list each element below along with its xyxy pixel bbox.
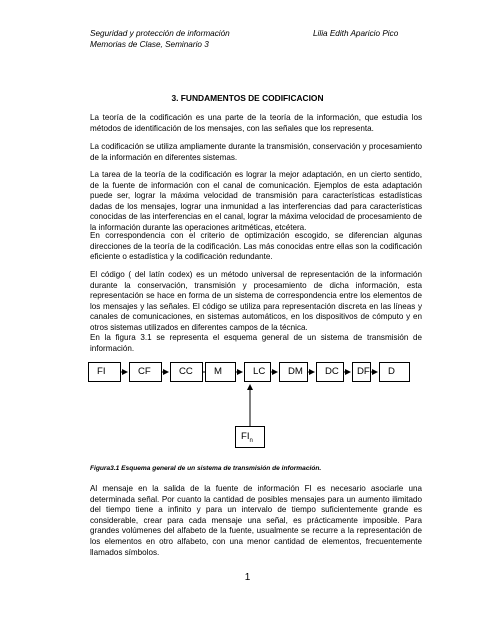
- block-dm: DM: [279, 362, 308, 382]
- block-m: M: [205, 362, 236, 382]
- paragraph-4: En correspondencia con el criterio de optimización escogido, se diferencian algunas direcciones de la teoría de la codificación. Las más conocidas entre ellas son la codificación eficiente o estadística y la codificación redundante.: [90, 231, 422, 262]
- page-number: 1: [244, 572, 251, 583]
- paragraph-3: La tarea de la teoría de la codificación es lograr la mejor adaptación, en un cierto sentido, de la fuente de información con el canal de comunicación. Ejemplos de esta adaptación puede ser, lograr la máxima velocidad de transmisión para características estadísticas dadas de los mensajes, lograr una inmunidad a las interferencias dad para características conocidas de las interferencias en el canal, lograr la máxima velocidad de procesamiento de la información durante las operaciones aritméticas, etcétera.: [90, 170, 422, 232]
- block-cc: CC: [170, 362, 203, 382]
- transmission-diagram: [88, 362, 418, 462]
- figure-caption: Figura3.1 Esquema general de un sistema de transmisión de información.: [90, 465, 322, 472]
- paragraph-1: La teoría de la codificación es una parte de la teoría de la información, que estudia los métodos de identificación de los mensajes, con las señales que los representa.: [90, 113, 422, 133]
- block-fi: FI: [88, 362, 121, 382]
- paragraph-6: En la figura 3.1 se representa el esquema general de un sistema de transmisión de información.: [90, 333, 422, 353]
- noise-block-label: FI: [241, 431, 250, 442]
- block-d: D: [379, 362, 410, 382]
- noise-subscript: n: [249, 437, 253, 444]
- paragraph-2: La codificación se utiliza ampliamente durante la transmisión, conservación y procesamiento de la información en diferentes sistemas.: [90, 142, 422, 162]
- section-title: 3. FUNDAMENTOS DE CODIFICACION: [171, 93, 324, 103]
- block-cf: CF: [129, 362, 162, 382]
- block-lc: LC: [244, 362, 271, 382]
- header-author: Lilia Edith Aparicio Pico: [313, 29, 399, 38]
- block-noise-source: [235, 426, 265, 448]
- header-course-title: Seguridad y protección de información: [90, 29, 230, 38]
- paragraph-5: El código ( del latín codex) es un método universal de representación de la información durante la conservación, transmisión y procesamiento de dicha información, esta representación se hace en forma de un sistema de correspondencia entre los elementos de los mensajes y las señales. El código se utiliza para representación discreta en las líneas y canales de comunicaciones, en sistemas automáticos, en los dispositivos de cómputo y en otros sistemas utilizados en diferentes campos de la técnica.: [90, 270, 422, 332]
- block-dc: DC: [316, 362, 344, 382]
- block-df: DF: [352, 362, 371, 382]
- header-seminar: Memorias de Clase, Seminario 3: [90, 40, 209, 49]
- paragraph-7: Al mensaje en la salida de la fuente de información FI es necesario asociarle una determinada señal. Por cuanto la cantidad de posibles mensajes para un aumento ilimitado del tiempo tiene a infinito y para un intervalo de tiempo suficientemente grande es considerable, crear para cada mensaje una señal, es prácticamente imposible. Para grandes volúmenes del alfabeto de la fuente, usualmente se recurre a la representación de los elementos en otro alfabeto, con una menor cantidad de elementos, frecuentemente llamados símbolos.: [90, 484, 422, 557]
- header-left: [90, 28, 230, 50]
